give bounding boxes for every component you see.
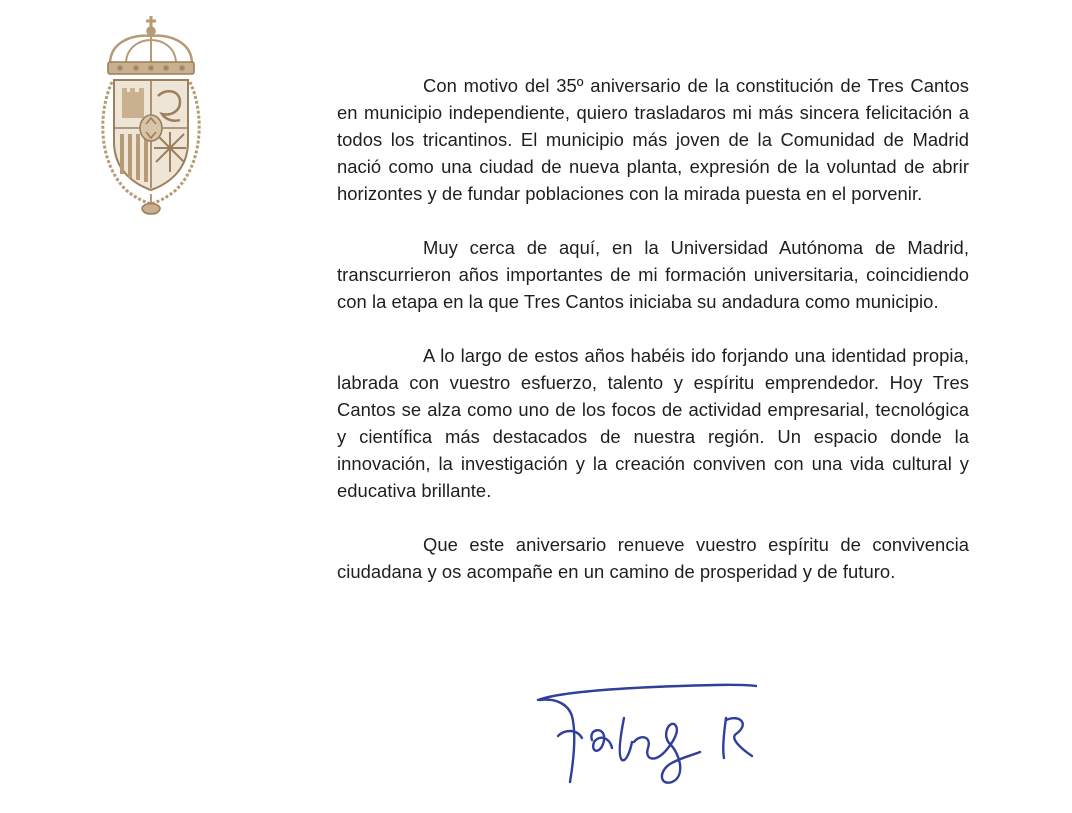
paragraph-2: Muy cerca de aquí, en la Universidad Autónoma de Madrid, transcurrieron años importantes de mi formación universitaria, coincidiendo con la etapa en la que Tres Cantos iniciaba su andadura como municipio. bbox=[337, 237, 969, 312]
paragraph-1: Con motivo del 35º aniversario de la constitución de Tres Cantos en municipio independiente, quiero trasladaros mi más sincera felicitación a todos los tricantinos. El municipio más joven de la Comunidad de Madrid nació como una ciudad de nueva planta, expresión de la voluntad de abrir horizontes y de fundar poblaciones con la mirada puesta en el porvenir. bbox=[337, 75, 969, 204]
handwritten-signature-icon bbox=[530, 678, 770, 798]
royal-coat-of-arms-icon bbox=[96, 12, 206, 220]
paragraph-4: Que este aniversario renueve vuestro espíritu de convivencia ciudadana y os acompañe en un camino de prosperidad y de futuro. bbox=[337, 534, 969, 582]
letter-body bbox=[337, 72, 969, 612]
paragraph-3: A lo largo de estos años habéis ido forjando una identidad propia, labrada con vuestro esfuerzo, talento y espíritu emprendedor. Hoy Tres Cantos se alza como uno de los focos de actividad empresarial, tecnológica y científica más destacados de nuestra región. Un espacio donde la innovación, la investigación y la creación conviven con una vida cultural y educativa brillante. bbox=[337, 345, 969, 501]
